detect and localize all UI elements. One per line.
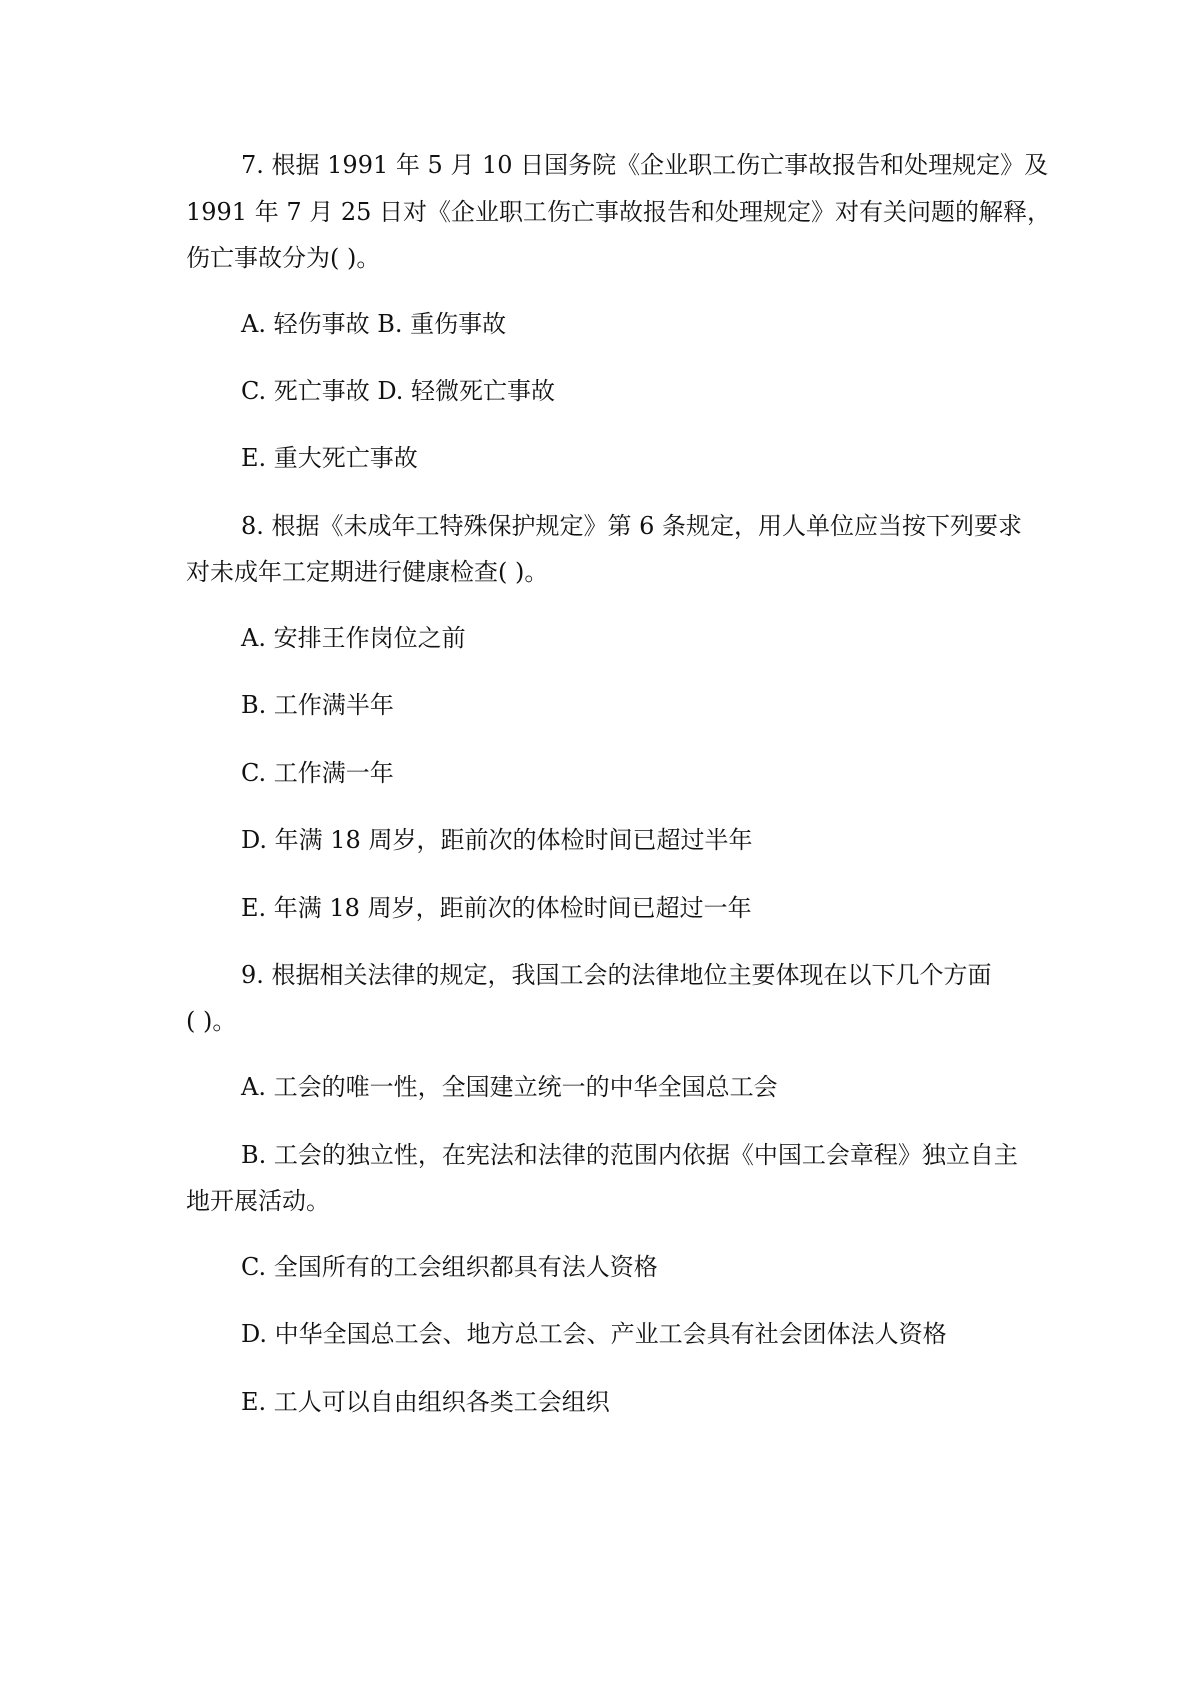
q8-option-c: C. 工作满一年	[241, 759, 394, 787]
q7-option-ab: A. 轻伤事故 B. 重伤事故	[241, 310, 507, 338]
q7-stem-line-1: 7. 根据 1991 年 5 月 10 日国务院《企业职工伤亡事故报告和处理规定》及	[241, 151, 1049, 179]
q9-stem-line-2: ( )。	[186, 1007, 237, 1035]
q8-option-b: B. 工作满半年	[241, 691, 394, 719]
q9-option-e: E. 工人可以自由组织各类工会组织	[241, 1388, 610, 1416]
q8-option-e: E. 年满 18 周岁，距前次的体检时间已超过一年	[241, 894, 752, 922]
q7-stem-line-3: 伤亡事故分为( )。	[186, 244, 381, 272]
q9-stem-line-1: 9. 根据相关法律的规定，我国工会的法律地位主要体现在以下几个方面	[241, 961, 992, 989]
q9-option-b-line-1: B. 工会的独立性，在宪法和法律的范围内依据《中国工会章程》独立自主	[241, 1141, 1018, 1169]
q8-option-d: D. 年满 18 周岁，距前次的体检时间已超过半年	[241, 826, 753, 854]
q8-option-a: A. 安排王作岗位之前	[241, 624, 466, 652]
q7-stem-line-2: 1991 年 7 月 25 日对《企业职工伤亡事故报告和处理规定》对有关问题的解释，	[186, 198, 1052, 226]
q9-option-a: A. 工会的唯一性，全国建立统一的中华全国总工会	[241, 1073, 778, 1101]
q9-option-b-line-2: 地开展活动。	[186, 1187, 330, 1215]
q9-option-d: D. 中华全国总工会、地方总工会、产业工会具有社会团体法人资格	[241, 1320, 947, 1348]
q8-stem-line-2: 对未成年工定期进行健康检查( )。	[186, 558, 549, 586]
q7-option-e: E. 重大死亡事故	[241, 444, 418, 472]
q8-stem-line-1: 8. 根据《未成年工特殊保护规定》第 6 条规定，用人单位应当按下列要求	[241, 512, 1023, 540]
q9-option-c: C. 全国所有的工会组织都具有法人资格	[241, 1253, 658, 1281]
q7-option-cd: C. 死亡事故 D. 轻微死亡事故	[241, 377, 556, 405]
